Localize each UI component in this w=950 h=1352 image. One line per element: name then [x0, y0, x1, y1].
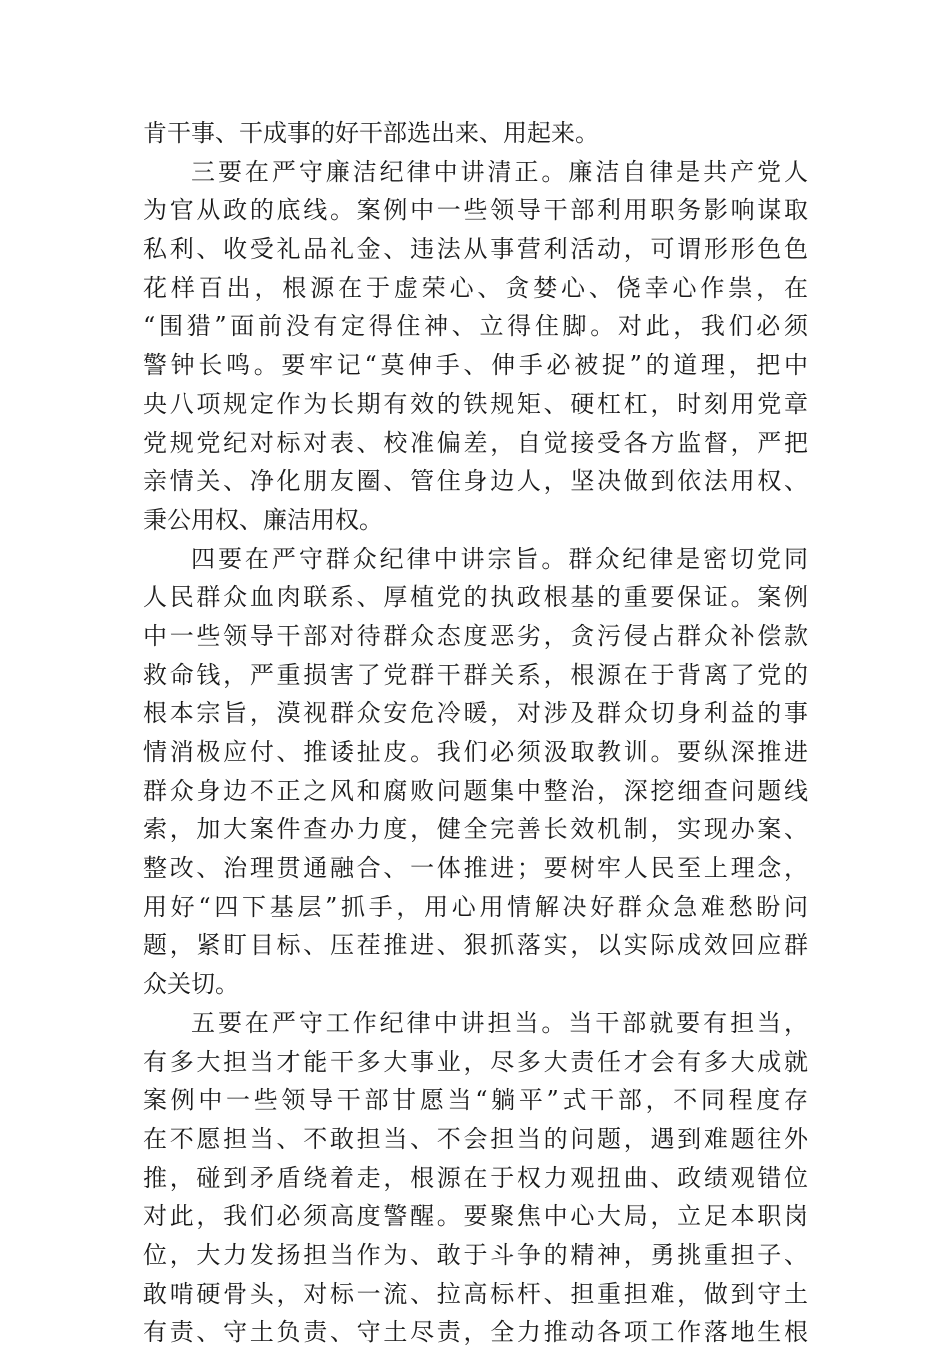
text-line: 对此，我们必须高度警醒。要聚焦中心大局，立足本职岗	[143, 1202, 808, 1231]
text-line: 情消极应付、推诿扯皮。我们必须汲取教训。要纵深推进	[143, 738, 808, 766]
text-line: 位，大力发扬担当作为、敢于斗争的精神，勇挑重担子、	[143, 1240, 808, 1269]
text-line: 花样百出，根源在于虚荣心、贪婪心、侥幸心作祟，在	[143, 273, 808, 302]
text-line: 私利、收受礼品礼金、违法从事营利活动，可谓形形色色	[143, 235, 808, 264]
text-line: 案例中一些领导干部甘愿当“躺平”式干部，不同程度存	[143, 1086, 808, 1115]
text-line: 有多大担当才能干多大事业，尽多大责任才会有多大成就	[143, 1047, 808, 1076]
text-line: 四要在严守群众纪律中讲宗旨。群众纪律是密切党同	[191, 544, 808, 573]
text-line: 群众身边不正之风和腐败问题集中整治，深挖细查问题线	[143, 776, 808, 805]
text-line: 五要在严守工作纪律中讲担当。当干部就要有担当，	[191, 1008, 808, 1037]
document-body	[143, 114, 808, 1352]
text-line: 整改、治理贯通融合、一体推进；要树牢人民至上理念，	[143, 854, 808, 883]
text-line: 党规党纪对标对表、校准偏差，自觉接受各方监督，严把	[143, 428, 808, 457]
text-line: 亲情关、净化朋友圈、管住身边人，坚决做到依法用权、	[143, 467, 808, 496]
text-line: 根本宗旨，漠视群众安危冷暖，对涉及群众切身利益的事	[143, 699, 808, 728]
text-line: 用好“四下基层”抓手，用心用情解决好群众急难愁盼问	[143, 892, 808, 921]
text-line: 秉公用权、廉洁用权。	[143, 505, 383, 534]
text-line: 在不愿担当、不敢担当、不会担当的问题，遇到难题往外	[143, 1124, 808, 1153]
text-line: 中一些领导干部对待群众态度恶劣，贪污侵占群众补偿款	[143, 621, 808, 650]
text-line: 有责、守土负责、守土尽责，全力推动各项工作落地生根	[143, 1318, 808, 1347]
text-line: 三要在严守廉洁纪律中讲清正。廉洁自律是共产党人	[191, 157, 808, 186]
text-line: 为官从政的底线。案例中一些领导干部利用职务影响谋取	[143, 196, 808, 225]
text-line: 敢啃硬骨头，对标一流、拉高标杆、担重担难，做到守土	[143, 1279, 808, 1308]
text-line: 肯干事、干成事的好干部选出来、用起来。	[143, 119, 599, 147]
text-line: 央八项规定作为长期有效的铁规矩、硬杠杠，时刻用党章	[143, 389, 808, 418]
text-line: 人民群众血肉联系、厚植党的执政根基的重要保证。案例	[143, 583, 808, 612]
text-line: 救命钱，严重损害了党群干群关系，根源在于背离了党的	[143, 660, 808, 689]
text-line: 众关切。	[143, 970, 239, 999]
text-line: “围猎”面前没有定得住神、立得住脚。对此，我们必须	[143, 312, 808, 341]
text-line: 推，碰到矛盾绕着走，根源在于权力观扭曲、政绩观错位	[143, 1163, 808, 1192]
text-line: 题，紧盯目标、压茬推进、狠抓落实，以实际成效回应群	[143, 931, 808, 960]
text-line: 警钟长鸣。要牢记“莫伸手、伸手必被捉”的道理，把中	[143, 351, 808, 380]
text-line: 索，加大案件查办力度，健全完善长效机制，实现办案、	[143, 815, 808, 844]
